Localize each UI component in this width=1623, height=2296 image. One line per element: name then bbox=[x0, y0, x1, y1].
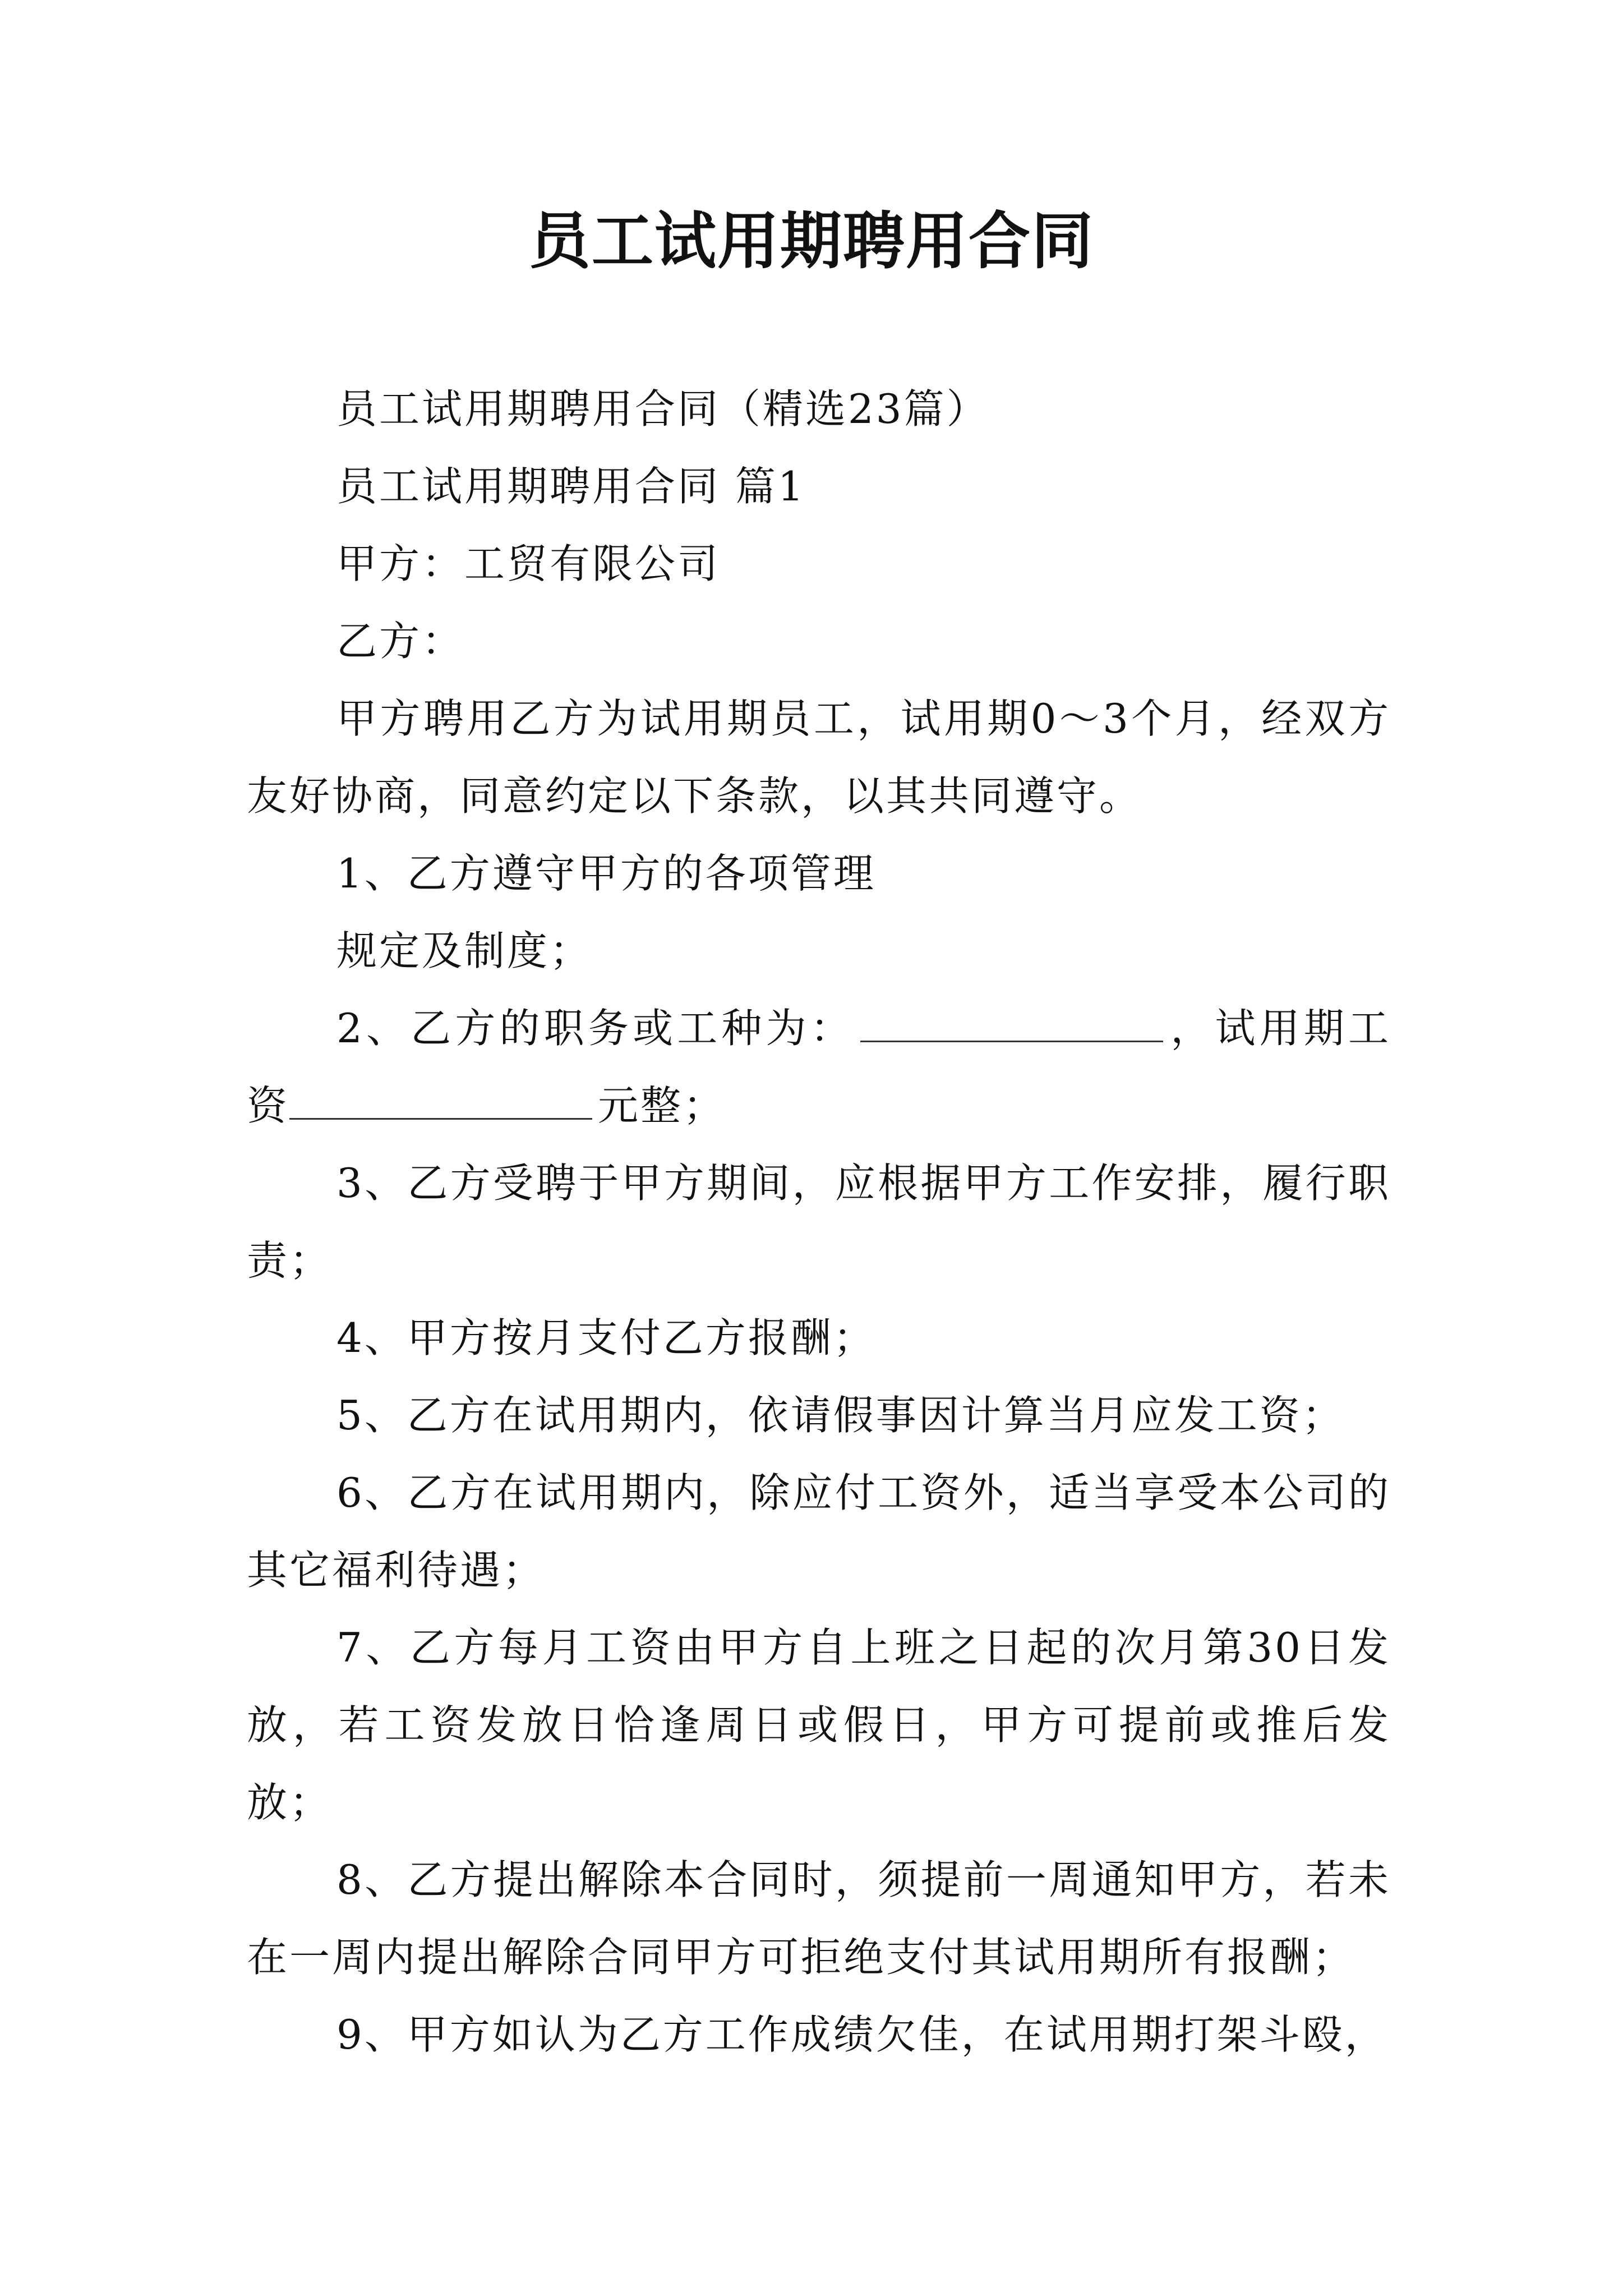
clause-1-line-1: 1、乙方遵守甲方的各项管理 bbox=[336, 850, 876, 897]
clause-9: 9、甲方如认为乙方工作成绩欠佳，在试用期打架斗殴， bbox=[336, 2011, 1387, 2058]
clause-2-text-middle: ，试用期工资 bbox=[247, 1005, 1391, 1129]
clause-2 bbox=[247, 990, 1391, 1144]
document-title: 员工试用期聘用合同 bbox=[529, 205, 1094, 277]
section-heading: 员工试用期聘用合同 篇1 bbox=[336, 463, 806, 510]
clause-5: 5、乙方在试用期内，依请假事因计算当月应发工资； bbox=[336, 1392, 1345, 1439]
clause-2-text-before: 2、乙方的职务或工种为： bbox=[336, 1005, 855, 1052]
clause-8: 8、乙方提出解除本合同时，须提前一周通知甲方，若未在一周内提出解除合同甲方可拒绝支付其试用期所有报酬； bbox=[247, 1856, 1391, 1981]
clause-2-text-after: 元整； bbox=[598, 1082, 726, 1129]
party-b-line: 乙方： bbox=[336, 618, 465, 665]
subtitle-paragraph: 员工试用期聘用合同（精选23篇） bbox=[336, 385, 989, 432]
clause-4: 4、甲方按月支付乙方报酬； bbox=[336, 1314, 876, 1361]
document-body bbox=[247, 370, 1391, 2073]
clause-6: 6、乙方在试用期内，除应付工资外，适当享受本公司的其它福利待遇； bbox=[247, 1469, 1391, 1594]
clause-7: 7、乙方每月工资由甲方自上班之日起的次月第30日发放，若工资发放日恰逢周日或假日，甲方可提前或推后发放； bbox=[247, 1624, 1391, 1826]
party-a-line: 甲方：工贸有限公司 bbox=[336, 540, 721, 587]
position-blank-field bbox=[860, 1007, 1163, 1042]
intro-paragraph: 甲方聘用乙方为试用期员工，试用期0～3个月，经双方友好协商，同意约定以下条款，以其共同遵守。 bbox=[247, 695, 1391, 820]
clause-3: 3、乙方受聘于甲方期间，应根据甲方工作安排，履行职责； bbox=[247, 1159, 1391, 1284]
salary-blank-field bbox=[289, 1084, 592, 1120]
clause-1-line-2: 规定及制度； bbox=[336, 927, 593, 974]
